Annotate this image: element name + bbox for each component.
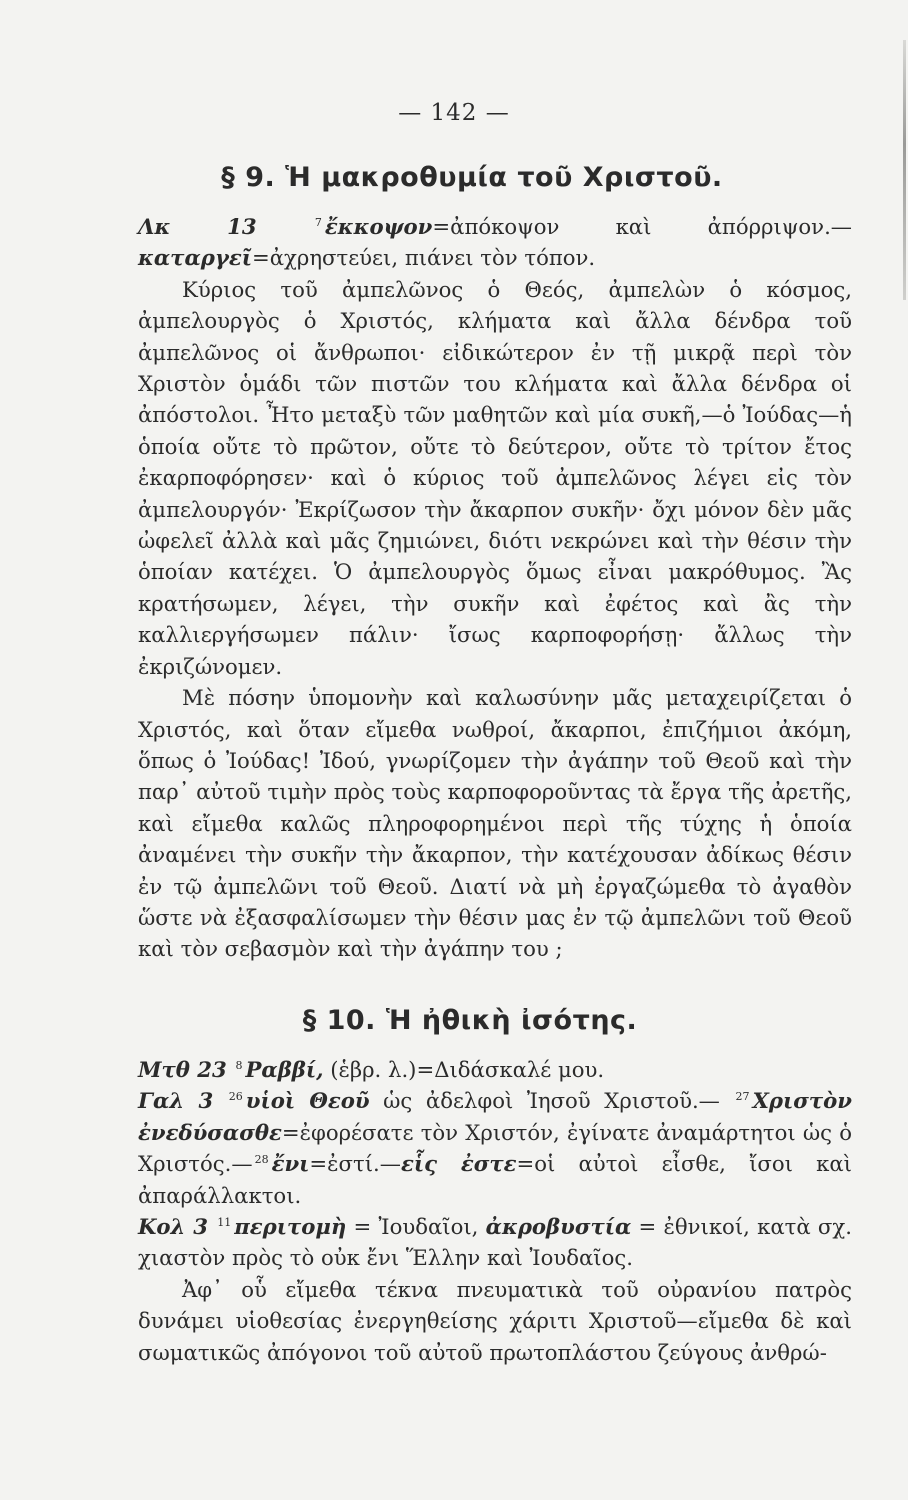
section-10-heading: § 10. Ἡ ἠθικὴ ἰσότης. bbox=[302, 1005, 638, 1036]
section-9-heading: § 9. Ἡ μακροθυμία τοῦ Χριστοῦ. bbox=[221, 162, 723, 193]
section-9-body bbox=[138, 211, 852, 965]
glossary-term: εἷς ἐστε bbox=[400, 1151, 517, 1177]
glossary-definition: =ἀχρηστεύει, πιάνει τὸν τόπον. bbox=[251, 245, 596, 271]
paragraph: Ἀφ᾽ οὗ εἴμεθα τέκνα πνευματικὰ τοῦ οὐρανίου πατρὸς δυνάμει υἱοθεσίας ἐνεργηθείσης χάριτι Χριστοῦ—εἴμεθα δὲ καὶ σωματικῶς ἀπόγονοι τοῦ αὐτοῦ πρωτοπλάστου ζεύγους ἀνθρώ- bbox=[138, 1276, 852, 1365]
glossary-entry-colossians-3 bbox=[138, 1211, 852, 1274]
verse-number: 11 bbox=[217, 1216, 232, 1230]
glossary-term: υἱοὶ Θεοῦ bbox=[245, 1088, 370, 1114]
glossary-term: καταργεῖ bbox=[138, 245, 252, 271]
glossary-definition: = Ἰουδαῖοι, bbox=[346, 1214, 486, 1240]
glossary-term: ἔνι bbox=[271, 1151, 310, 1177]
section-10-body bbox=[138, 1054, 852, 1368]
verse-number: 7 bbox=[314, 216, 322, 229]
verse-reference: Κολ 3 bbox=[138, 1214, 209, 1240]
verse-number: 8 bbox=[235, 1059, 243, 1072]
verse-number: 28 bbox=[254, 1153, 269, 1167]
verse-number: 27 bbox=[735, 1090, 750, 1104]
page-number: — 142 — bbox=[398, 100, 510, 126]
glossary-term: περιτομὴ bbox=[234, 1214, 347, 1240]
paragraph: Κύριος τοῦ ἀμπελῶνος ὁ Θεός, ἀμπελὼν ὁ κόσμος, ἀμπελουργὸς ὁ Χριστός, κλήματα καὶ ἄλλα δένδρα τοῦ ἀμπελῶνος οἱ ἄνθρωποι· εἰδικώτερον ἐν τῇ μικρᾷ περὶ τὸν Χριστὸν ὁμάδι τῶν πιστῶν του κλήματα καὶ ἄλλα δένδρα οἱ ἀπόστολοι. Ἦτο μεταξὺ τῶν μαθητῶν καὶ μία συκῆ,—ὁ Ἰούδας—ἡ ὁποία οὔτε τὸ πρῶτον, οὔτε τὸ δεύτερον, οὔτε τὸ τρίτον ἔτος ἐκαρποφόρησεν· καὶ ὁ κύριος τοῦ ἀμπελῶνος λέγει εἰς τὸν ἀμπελουργόν· Ἐκρίζωσον τὴν ἄκαρπον συκῆν· ὄχι μόνον δὲν μᾶς ὠφελεῖ ἀλλὰ καὶ μᾶς ζημιώνει, διότι νεκρώνει καὶ τὴν θέσιν τὴν ὁποίαν κατέχει. Ὁ ἀμπελουργὸς ὅμως εἶναι μακρόθυμος. Ἂς κρατήσωμεν, λέγει, τὴν συκῆν καὶ ἐφέτος καὶ ἂς τὴν καλλιεργήσωμεν πάλιν· ἴσως καρποφορήσῃ· ἄλλως τὴν ἐκριζώνομεν. bbox=[138, 276, 852, 679]
glossary-definition: =ἐστί.— bbox=[309, 1151, 401, 1177]
verse-reference: Γαλ 3 bbox=[138, 1088, 214, 1114]
glossary-entry-luke-13 bbox=[138, 211, 852, 274]
glossary-definition: =οἱ αὐτοὶ εἶσθε, ἴσοι καὶ ἀπαράλλακτοι. bbox=[138, 1151, 852, 1208]
glossary-entry-galatians-3 bbox=[138, 1085, 852, 1211]
verse-number: 26 bbox=[228, 1090, 243, 1104]
glossary-term: Χριστὸν ἐνεδύσασθε bbox=[138, 1088, 852, 1145]
glossary-definition: ὡς ἀδελφοὶ Ἰησοῦ Χριστοῦ.— bbox=[369, 1088, 720, 1114]
verse-reference: Λκ 13 bbox=[138, 214, 257, 239]
verse-reference: Μτθ 23 bbox=[138, 1057, 227, 1082]
glossary-term: ἔκκοψον bbox=[324, 214, 433, 239]
paragraph: Μὲ πόσην ὑπομονὴν καὶ καλωσύνην μᾶς μεταχειρίζεται ὁ Χριστός, καὶ ὅταν εἴμεθα νωθροί, ἄκαρποι, ἐπιζήμιοι ἀκόμη, ὅπως ὁ Ἰούδας! Ἰδού, γνωρίζομεν τὴν ἀγάπην τοῦ Θεοῦ καὶ τὴν παρ᾽ αὐτοῦ τιμὴν πρὸς τοὺς καρποφοροῦντας τὰ ἔργα τῆς ἀρετῆς, καὶ εἴμεθα καλῶς πληροφορημένοι περὶ τῆς τύχης ἡ ὁποία ἀναμένει τὴν συκῆν τὴν ἄκαρπον, τὴν κατέχουσαν ἀδίκως θέσιν ἐν τῷ ἀμπελῶνι τοῦ Θεοῦ. Διατί νὰ μὴ ἐργαζώμεθα τὸ ἀγαθὸν ὥστε νὰ ἐξασφαλίσωμεν τὴν θέσιν μας ἐν τῷ ἀμπελῶνι τοῦ Θεοῦ καὶ τὸν σεβασμὸν καὶ τὴν ἀγάπην του ; bbox=[138, 685, 852, 962]
glossary-definition: =ἀπόκοψον καὶ ἀπόρριψον.— bbox=[432, 214, 852, 239]
glossary-definition: (ἑβρ. λ.)=Διδάσκαλέ μου. bbox=[323, 1057, 605, 1082]
glossary-entry-matthew-23 bbox=[138, 1054, 852, 1085]
glossary-term: ἀκροβυστία bbox=[485, 1214, 632, 1240]
glossary-term: Ραββί, bbox=[245, 1057, 324, 1082]
glossary-definition: = ἐθνικοί, κατὰ σχ. χιαστὸν πρὸς τὸ οὐκ ἔνι Ἕλλην καὶ Ἰουδαῖος. bbox=[138, 1214, 852, 1271]
glossary-definition: =ἐφορέσατε τὸν Χριστόν, ἐγίνατε ἀναμάρτητοι ὡς ὁ Χριστός.— bbox=[138, 1119, 852, 1177]
